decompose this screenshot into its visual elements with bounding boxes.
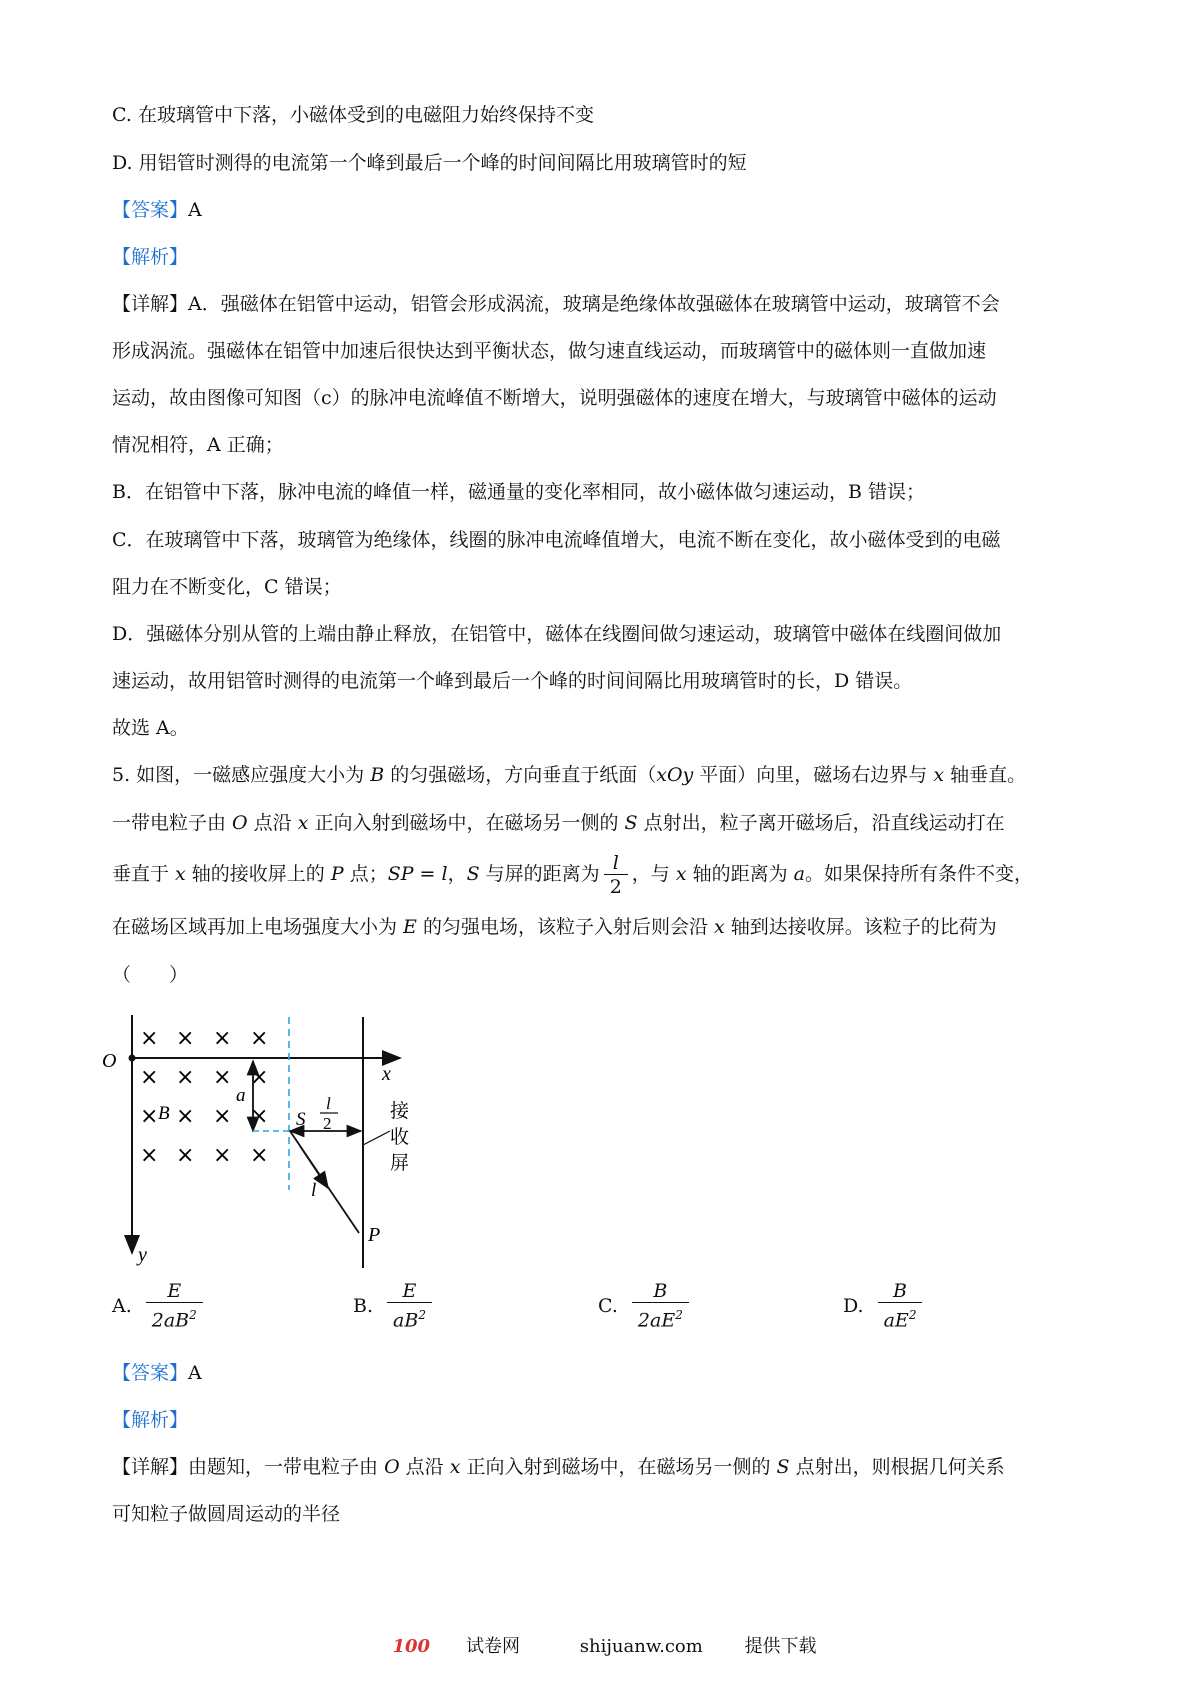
footer	[0, 1632, 1191, 1658]
frac-den: 2aB	[151, 1309, 190, 1332]
field-cross: ×	[176, 1065, 195, 1090]
q5-line-4	[112, 914, 1079, 940]
fraction-l-over-2	[604, 852, 628, 899]
var-o: O	[384, 1456, 400, 1478]
t: 的匀强电场，该粒子入射后则会沿	[416, 916, 715, 938]
origin-dot	[129, 1055, 136, 1062]
t: =	[413, 863, 442, 885]
frac-num: E	[402, 1280, 417, 1302]
label-screen-1: 接	[390, 1100, 410, 1122]
t: 垂直于	[112, 863, 176, 885]
detail-d-2: 速运动，故用铝管时测得的电流第一个峰到最后一个峰的时间间隔比用玻璃管时的长，D 错误。	[112, 670, 913, 692]
option-label: D.	[843, 1295, 864, 1318]
detail-2-line-1	[112, 1454, 1079, 1480]
logo-icon: 100	[392, 1636, 431, 1657]
t: 由题知，一带电粒子由	[188, 1456, 385, 1478]
t: 点射出，则根据几何关系	[789, 1456, 1005, 1478]
field-cross: ×	[176, 1026, 195, 1051]
frac-num: E	[167, 1280, 182, 1302]
detail-line-4: 情况相符，A 正确；	[112, 434, 284, 456]
label-screen-2: 收	[390, 1126, 410, 1148]
label-p: P	[368, 1224, 381, 1246]
var-s: S	[624, 812, 638, 834]
var-s: S	[466, 863, 480, 885]
t: ，与	[631, 863, 676, 885]
detail-c-1: C．在玻璃管中下落，玻璃管为绝缘体，线圈的脉冲电流峰值增大，电流不断在变化，故小磁体受到的电磁	[112, 529, 1001, 551]
detail-line-3: 运动，故由图像可知图（c）的脉冲电流峰值不断增大，说明强磁体的速度在增大，与玻璃管中磁体的运动	[112, 387, 997, 409]
option-fraction	[387, 1280, 432, 1332]
brand-text: 试卷网	[466, 1636, 521, 1657]
line-option-d: D. 用铝管时测得的电流第一个峰到最后一个峰的时间间隔比用玻璃管时的短	[112, 152, 747, 174]
footer-brand	[374, 1636, 538, 1657]
q5-line-2	[112, 810, 1079, 836]
var-l: l	[441, 863, 448, 885]
option-fraction	[632, 1280, 689, 1332]
detail-text: A．强磁体在铝管中运动，铝管会形成涡流，玻璃是绝缘体故强磁体在玻璃管中运动，玻璃管不会	[188, 293, 1000, 315]
t: 正向入射到磁场中，在磁场另一侧的	[460, 1456, 777, 1478]
q5-figure	[100, 1005, 420, 1270]
var-p: P	[330, 863, 344, 885]
t: 在磁场区域再加上电场强度大小为	[112, 916, 404, 938]
footer-provide: 提供下载	[744, 1636, 817, 1657]
field-cross: ×	[176, 1104, 195, 1129]
field-cross: ×	[176, 1143, 195, 1168]
detail-tag: 【详解】	[112, 293, 189, 315]
label-b: B	[158, 1103, 170, 1124]
field-cross: ×	[140, 1026, 159, 1051]
analysis-2: 【解析】	[112, 1409, 189, 1431]
frac-den: 2	[604, 874, 628, 899]
answer-tag: 【答案】	[112, 199, 189, 221]
field-cross: ×	[213, 1026, 232, 1051]
t: 与屏的距离为	[479, 863, 600, 885]
detail-line-1	[112, 291, 1079, 317]
option-label: A.	[112, 1295, 132, 1318]
selection: 故选 A。	[112, 717, 189, 739]
field-cross: ×	[213, 1065, 232, 1090]
var-sp: SP	[387, 863, 414, 885]
t: 正向入射到磁场中，在磁场另一侧的	[308, 812, 625, 834]
detail-c-2: 阻力在不断变化，C 错误；	[112, 576, 342, 598]
label-l: l	[311, 1180, 317, 1201]
label-s: S	[296, 1109, 306, 1130]
detail-2-line-2: 可知粒子做圆周运动的半径	[112, 1503, 341, 1525]
field-cross: ×	[250, 1143, 269, 1168]
answer-1	[112, 197, 1079, 223]
t: 点射出，粒子离开磁场后，沿直线运动打在	[637, 812, 1005, 834]
frac-sup: 2	[675, 1308, 683, 1322]
field-cross: ×	[250, 1065, 269, 1090]
label-x: x	[382, 1063, 391, 1085]
option-label: B.	[353, 1295, 374, 1318]
frac-sup: 2	[908, 1308, 917, 1322]
answer-value: A	[188, 199, 202, 221]
frac-num: B	[893, 1280, 908, 1302]
answer-2	[112, 1360, 1079, 1386]
label-y: y	[138, 1244, 147, 1266]
var-xoy: xOy	[656, 764, 694, 786]
option-fraction	[878, 1280, 923, 1332]
t: ，	[447, 863, 467, 885]
t: 一带电粒子由	[112, 812, 233, 834]
var-x: x	[175, 863, 186, 885]
var-a: a	[793, 863, 805, 885]
frac-den: aB	[393, 1309, 419, 1332]
frac-den: aE	[883, 1309, 909, 1332]
label-l-den: 2	[323, 1114, 332, 1133]
analysis-1: 【解析】	[112, 246, 189, 268]
field-cross: ×	[140, 1065, 159, 1090]
field-cross: ×	[250, 1104, 269, 1129]
t: 点；	[343, 863, 388, 885]
detail-line-2: 形成涡流。强磁体在铝管中加速后很快达到平衡状态，做匀速直线运动，而玻璃管中的磁体则一直做加速	[112, 340, 987, 362]
option-fraction	[146, 1280, 203, 1332]
t: 平面）向里，磁场右边界与	[693, 764, 934, 786]
frac-num: B	[653, 1280, 668, 1302]
option-c	[598, 1280, 693, 1332]
var-o: O	[232, 812, 248, 834]
option-a	[112, 1280, 207, 1332]
frac-num: l	[612, 851, 619, 874]
detail-d-1: D．强磁体分别从管的上端由静止释放，在铝管中，磁体在线圈间做匀速运动，玻璃管中磁体在线圈间做加	[112, 623, 1002, 645]
frac-sup: 2	[189, 1308, 197, 1322]
field-cross: ×	[140, 1104, 159, 1129]
option-label: C.	[598, 1295, 618, 1318]
t: 5. 如图，一磁感应强度大小为	[112, 764, 371, 786]
label-o: O	[102, 1050, 117, 1072]
t: 轴的接收屏上的	[185, 863, 331, 885]
label-a: a	[236, 1085, 246, 1106]
t: 轴的距离为	[686, 863, 794, 885]
field-cross: ×	[213, 1104, 232, 1129]
answer-tag: 【答案】	[112, 1362, 189, 1384]
frac-sup: 2	[418, 1308, 426, 1322]
label-screen-3: 屏	[390, 1152, 410, 1174]
var-x: x	[449, 1456, 461, 1478]
detail-b: B．在铝管中下落，脉冲电流的峰值一样，磁通量的变化率相同，故小磁体做匀速运动，B 错误；	[112, 481, 925, 503]
q5-line-1	[112, 762, 1079, 788]
frac-den: 2aE	[637, 1309, 676, 1332]
answer-value: A	[188, 1362, 202, 1384]
var-x: x	[297, 812, 309, 834]
line-option-c: C. 在玻璃管中下落，小磁体受到的电磁阻力始终保持不变	[112, 104, 594, 126]
t: 轴到达接收屏。该粒子的比荷为	[724, 916, 997, 938]
field-cross: ×	[213, 1143, 232, 1168]
var-x: x	[933, 764, 945, 786]
detail-tag: 【详解】	[112, 1456, 189, 1478]
label-l-num: l	[326, 1094, 331, 1113]
footer-site[interactable]: shijuanw.com	[579, 1636, 703, 1657]
screen-pointer	[363, 1131, 390, 1145]
q5-line-3	[112, 848, 1079, 900]
field-crosses	[140, 1026, 268, 1168]
q5-paren: （ ）	[112, 964, 189, 986]
var-b: B	[370, 764, 385, 786]
t: 的匀强磁场，方向垂直于纸面（	[384, 764, 657, 786]
t: 点沿	[399, 1456, 450, 1478]
field-cross: ×	[140, 1143, 159, 1168]
t: 。如果保持所有条件不变，	[804, 863, 1033, 885]
var-x: x	[714, 916, 725, 938]
option-b	[353, 1280, 436, 1332]
var-e: E	[403, 916, 417, 938]
field-cross: ×	[250, 1026, 269, 1051]
option-d	[843, 1280, 926, 1332]
t: 点沿	[247, 812, 298, 834]
t: 轴垂直。	[944, 764, 1027, 786]
var-x: x	[675, 863, 687, 885]
var-s: S	[776, 1456, 790, 1478]
